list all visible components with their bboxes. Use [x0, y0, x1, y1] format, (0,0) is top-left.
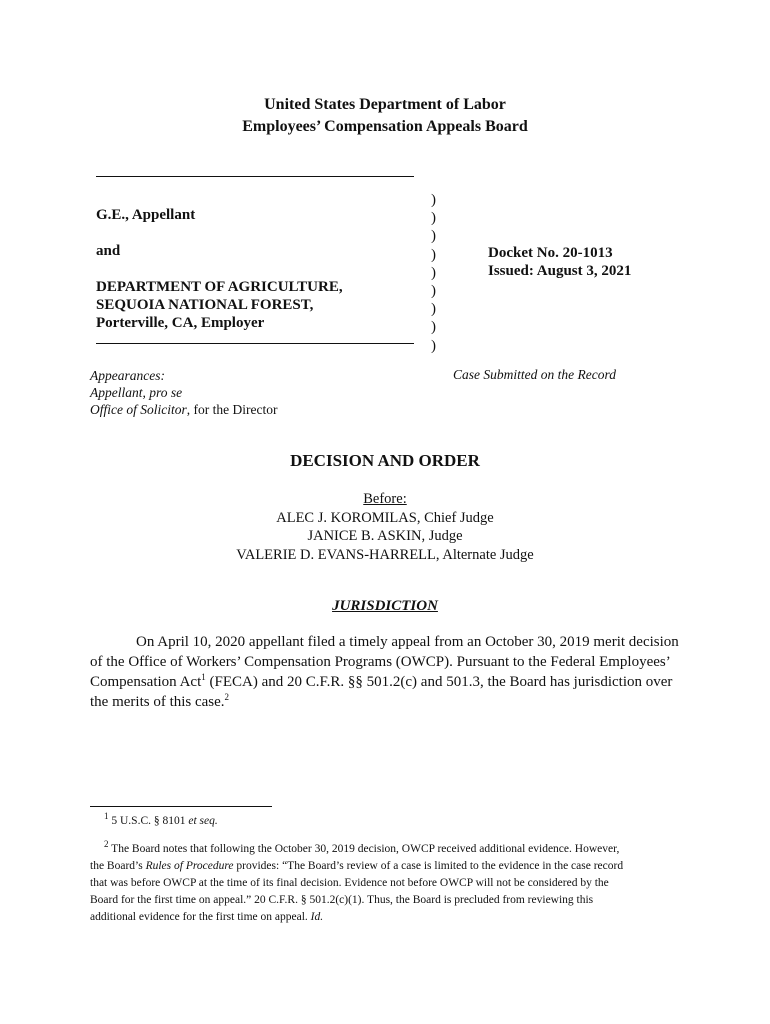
- jurisdiction-paragraph: [90, 632, 682, 712]
- paren: ): [431, 210, 436, 227]
- paren: ): [431, 301, 436, 318]
- paren: ): [431, 283, 436, 300]
- paren: ): [431, 228, 436, 245]
- paren: ): [431, 246, 436, 263]
- paragraph-text: the merits of this case.: [90, 694, 225, 710]
- paren: ): [431, 192, 436, 208]
- issued-date: Issued: August 3, 2021: [488, 263, 632, 279]
- before-label: Before:: [363, 491, 407, 507]
- docket-block: [488, 244, 631, 280]
- paragraph-line: of the Office of Workers’ Compensation Programs (OWCP). Pursuant to the Federal Employees’: [90, 654, 671, 670]
- header-agency: United States Department of Labor: [264, 96, 506, 113]
- paren: ): [431, 319, 436, 336]
- judge-name: ALEC J. KOROMILAS, Chief Judge: [276, 509, 494, 526]
- footnote-text-italic: Id.: [310, 911, 324, 923]
- section-heading-jurisdiction: JURISDICTION: [332, 598, 438, 614]
- footnote-text: additional evidence for the first time on appeal.: [90, 911, 311, 923]
- caption-employer-line3: Porterville, CA, Employer: [96, 315, 265, 331]
- paren: ): [431, 264, 436, 281]
- paragraph-line: [90, 692, 682, 712]
- footnote-line: [90, 858, 682, 875]
- panel-block: [0, 490, 770, 564]
- footnote-ref[interactable]: 2: [224, 692, 230, 702]
- header-board: Employees’ Compensation Appeals Board: [242, 118, 528, 135]
- caption-and: and: [96, 243, 121, 259]
- caption-employer-line1: DEPARTMENT OF AGRICULTURE,: [96, 279, 343, 295]
- appearances-block: [90, 367, 277, 418]
- appearance-appellant: Appellant, pro se: [90, 385, 183, 400]
- caption-appellant: G.E., Appellant: [96, 207, 196, 223]
- paren: ): [431, 337, 436, 354]
- document-header: [0, 94, 770, 138]
- footnote-ref[interactable]: 1: [201, 672, 206, 682]
- judge-name: VALERIE D. EVANS-HARRELL, Alternate Judge: [236, 546, 534, 563]
- docket-number: Docket No. 20-1013: [488, 245, 613, 261]
- footnote-line: Board for the first time on appeal.” 20 C.F.R. § 501.2(c)(1). Thus, the Board is precluded from reviewing this: [90, 894, 594, 906]
- caption-employer-line2: SEQUOIA NATIONAL FOREST,: [96, 297, 314, 313]
- judge-name: JANICE B. ASKIN, Judge: [307, 528, 463, 544]
- caption-top-rule: [96, 176, 414, 177]
- solicitor-name: Office of Solicitor: [90, 402, 187, 417]
- footnote-text-italic: Rules of Procedure: [145, 860, 234, 872]
- paragraph-line: On April 10, 2020 appellant filed a timely appeal from an October 30, 2019 merit decision: [136, 634, 679, 650]
- footnote-line: that was before OWCP at the time of its final decision. Evidence not before OWCP will not be considered by the: [90, 877, 609, 889]
- footnote-text: provides: “The Board’s review of a case is limited to the evidence in the case record: [233, 860, 624, 872]
- footnote-mark: 1: [104, 811, 109, 822]
- footnote-text: 5 U.S.C. § 8101: [108, 815, 189, 827]
- footnote-text: the Board’s: [90, 860, 146, 872]
- footnote-text-italic: et seq.: [188, 815, 218, 827]
- appearances-heading: Appearances:: [90, 368, 165, 383]
- decision-title: DECISION AND ORDER: [290, 451, 480, 470]
- paragraph-line: [90, 672, 682, 692]
- footnote-2: [90, 841, 682, 926]
- caption-bottom-rule: [96, 343, 414, 344]
- paragraph-text: Compensation Act: [90, 674, 202, 690]
- paragraph-text: (FECA) and 20 C.F.R. §§ 501.2(c) and 501.3, the Board has jurisdiction over: [205, 674, 673, 690]
- case-submitted-note: Case Submitted on the Record: [453, 367, 616, 382]
- footnote-separator: [90, 806, 272, 807]
- case-caption: [96, 176, 416, 344]
- footnote-1: [104, 811, 218, 827]
- appearance-solicitor: [90, 401, 277, 418]
- solicitor-role: , for the Director: [186, 402, 278, 417]
- caption-parens: [431, 191, 436, 355]
- footnote-line: [90, 909, 682, 926]
- footnote-line: [90, 841, 682, 858]
- footnote-text: The Board notes that following the October 30, 2019 decision, OWCP received additional evidence. However,: [108, 843, 620, 855]
- footnote-mark: 2: [104, 839, 109, 850]
